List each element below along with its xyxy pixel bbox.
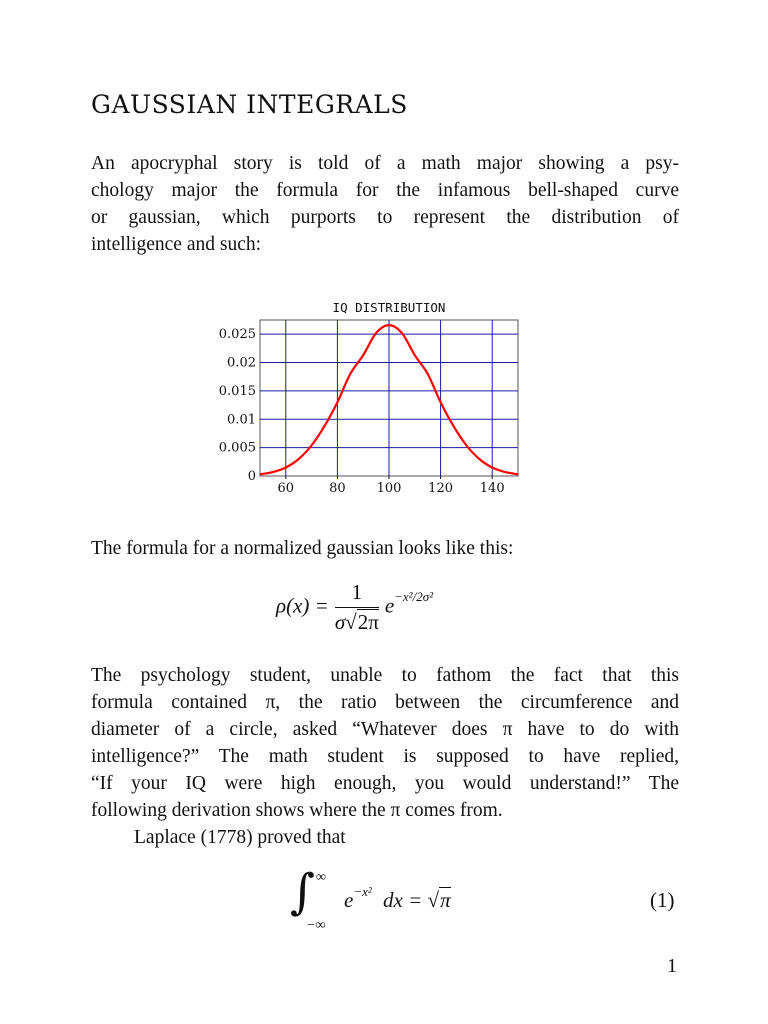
x-tick-label: 80 bbox=[329, 481, 346, 496]
formula-numerator: 1 bbox=[335, 580, 379, 608]
y-tick-label: 0.025 bbox=[218, 327, 256, 343]
story-paragraph bbox=[91, 662, 679, 851]
integral-upper-limit: ∞ bbox=[316, 870, 326, 885]
chart-svg bbox=[210, 298, 530, 503]
y-tick-label: 0.02 bbox=[227, 355, 256, 371]
page-number: 1 bbox=[667, 955, 677, 977]
x-tick-label: 60 bbox=[277, 481, 295, 496]
sqrt-symbol: √ bbox=[427, 888, 440, 912]
text-line: Laplace (1778) proved that bbox=[134, 827, 346, 848]
page-title: GAUSSIAN INTEGRALS bbox=[91, 90, 408, 119]
text-line: chology major the formula for the infamous bell-shaped curve bbox=[91, 180, 679, 201]
equation-number: (1) bbox=[650, 888, 675, 912]
text-line: The formula for a normalized gaussian looks like this: bbox=[91, 538, 514, 559]
integral-lower-limit: −∞ bbox=[306, 918, 326, 933]
sqrt-symbol: √ bbox=[345, 610, 357, 634]
exp-base: e bbox=[384, 593, 395, 618]
equation-body bbox=[344, 884, 451, 913]
gaussian-formula bbox=[276, 580, 433, 635]
formula-intro bbox=[91, 535, 679, 562]
text-line: The psychology student, unable to fathom the fact that this bbox=[91, 665, 679, 686]
y-tick-label: 0.015 bbox=[218, 383, 256, 399]
integrand-exponent: −x² bbox=[353, 884, 372, 899]
sqrt-radicand: 2π bbox=[357, 610, 379, 634]
sqrt-radicand: π bbox=[440, 888, 451, 912]
text-line: intelligence and such: bbox=[91, 234, 262, 255]
formula-fraction bbox=[335, 580, 379, 635]
text-line: formula contained π, the ratio between the circumference and bbox=[91, 692, 679, 713]
text-line: diameter of a circle, asked “Whatever does π have to do with bbox=[91, 719, 679, 740]
y-tick-label: 0 bbox=[247, 469, 256, 484]
exp-exponent: −x²/2σ² bbox=[394, 589, 434, 605]
text-line: intelligence?” The math student is supposed to have replied, bbox=[91, 746, 679, 767]
x-tick-label: 100 bbox=[376, 481, 402, 496]
formula-lhs: ρ(x) = bbox=[276, 593, 329, 618]
intro-paragraph bbox=[91, 150, 679, 258]
differential: dx = bbox=[383, 888, 423, 912]
text-line: An apocryphal story is told of a math major showing a psy- bbox=[91, 153, 679, 174]
sigma-symbol: σ bbox=[334, 610, 346, 634]
text-line: following derivation shows where the π comes from. bbox=[91, 800, 503, 821]
integrand-base: e bbox=[344, 888, 354, 912]
x-tick-label: 120 bbox=[428, 481, 454, 496]
text-line: “If your IQ were high enough, you would understand!” The bbox=[91, 773, 679, 794]
y-tick-label: 0.01 bbox=[227, 412, 256, 428]
x-tick-label: 140 bbox=[479, 481, 505, 496]
iq-distribution-chart bbox=[210, 298, 530, 503]
text-line: or gaussian, which purports to represent the distribution of bbox=[91, 207, 679, 228]
chart-title: IQ DISTRIBUTION bbox=[332, 300, 446, 315]
y-tick-label: 0.005 bbox=[218, 440, 256, 456]
integral-sign: ∫ bbox=[290, 864, 316, 920]
formula-denominator bbox=[335, 608, 379, 635]
